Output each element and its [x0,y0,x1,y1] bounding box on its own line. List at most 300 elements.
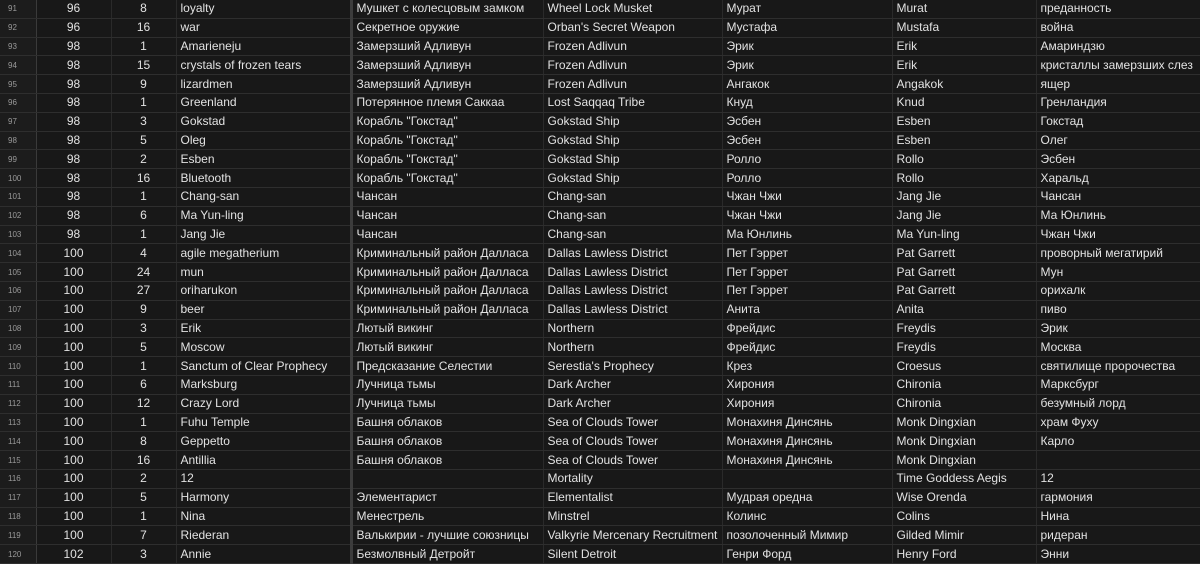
russian-term-cell[interactable]: Гренландия [1036,93,1200,112]
english-name-cell[interactable]: Knud [892,93,1036,112]
russian-term-cell[interactable]: Олег [1036,131,1200,150]
row-number: 113 [0,413,36,432]
english-title-cell[interactable]: Elementalist [543,488,722,507]
level-cell[interactable]: 98 [36,93,111,112]
english-term-cell[interactable]: 12 [176,469,351,488]
english-title-cell[interactable]: Dallas Lawless District [543,281,722,300]
russian-term-cell[interactable]: пиво [1036,300,1200,319]
russian-name-cell[interactable]: Кнуд [722,93,892,112]
level-cell[interactable]: 100 [36,394,111,413]
russian-name-cell[interactable]: Чжан Чжи [722,206,892,225]
english-title-cell[interactable]: Gokstad Ship [543,169,722,188]
russian-title-cell[interactable]: Криминальный район Далласа [351,244,543,263]
row-number: 112 [0,394,36,413]
english-term-cell[interactable]: Chang-san [176,187,351,206]
russian-title-cell[interactable]: Замерзший Адливун [351,75,543,94]
russian-name-cell[interactable]: Чжан Чжи [722,187,892,206]
level-cell[interactable]: 100 [36,413,111,432]
english-title-cell[interactable]: Minstrel [543,507,722,526]
count-cell[interactable]: 9 [111,75,176,94]
table-row [0,112,1200,131]
row-number: 95 [0,75,36,94]
russian-name-cell[interactable]: Пет Гэррет [722,263,892,282]
english-name-cell[interactable]: Chironia [892,394,1036,413]
russian-term-cell[interactable]: Нина [1036,507,1200,526]
table-row [0,187,1200,206]
english-title-cell[interactable]: Dallas Lawless District [543,244,722,263]
russian-term-cell[interactable]: ридеран [1036,526,1200,545]
english-name-cell[interactable]: Croesus [892,357,1036,376]
english-name-cell[interactable]: Wise Orenda [892,488,1036,507]
count-cell[interactable]: 4 [111,244,176,263]
russian-name-cell[interactable]: позолоченный Мимир [722,526,892,545]
level-cell[interactable]: 102 [36,545,111,564]
english-title-cell[interactable]: Frozen Adlivun [543,56,722,75]
english-term-cell[interactable]: Harmony [176,488,351,507]
russian-name-cell[interactable] [722,469,892,488]
count-cell[interactable]: 12 [111,394,176,413]
english-title-cell[interactable]: Sea of Clouds Tower [543,451,722,470]
russian-title-cell[interactable]: Замерзший Адливун [351,37,543,56]
english-name-cell[interactable]: Angakok [892,75,1036,94]
english-name-cell[interactable]: Henry Ford [892,545,1036,564]
english-title-cell[interactable]: Dallas Lawless District [543,300,722,319]
table-row [0,545,1200,564]
russian-term-cell[interactable]: Энни [1036,545,1200,564]
russian-term-cell[interactable]: святилище пророчества [1036,357,1200,376]
russian-name-cell[interactable]: Эсбен [722,112,892,131]
table-row [0,451,1200,470]
english-term-cell[interactable]: Erik [176,319,351,338]
level-cell[interactable]: 100 [36,375,111,394]
russian-name-cell[interactable]: Хирония [722,394,892,413]
russian-title-cell[interactable]: Корабль "Гокстад" [351,169,543,188]
english-name-cell[interactable]: Jang Jie [892,187,1036,206]
english-title-cell[interactable]: Frozen Adlivun [543,37,722,56]
english-title-cell[interactable]: Orban's Secret Weapon [543,18,722,37]
russian-name-cell[interactable]: Крез [722,357,892,376]
russian-title-cell[interactable]: Чансан [351,225,543,244]
russian-term-cell[interactable]: война [1036,18,1200,37]
level-cell[interactable]: 98 [36,37,111,56]
table-row [0,338,1200,357]
count-cell[interactable]: 1 [111,225,176,244]
count-cell[interactable]: 27 [111,281,176,300]
english-name-cell[interactable]: Monk Dingxian [892,451,1036,470]
count-cell[interactable]: 16 [111,18,176,37]
row-number: 100 [0,169,36,188]
table-row [0,394,1200,413]
russian-term-cell[interactable]: Чжан Чжи [1036,225,1200,244]
level-cell[interactable]: 96 [36,18,111,37]
english-title-cell[interactable]: Gokstad Ship [543,131,722,150]
english-term-cell[interactable]: Sanctum of Clear Prophecy [176,357,351,376]
english-name-cell[interactable]: Mustafa [892,18,1036,37]
table-row [0,244,1200,263]
count-cell[interactable]: 1 [111,357,176,376]
count-cell[interactable]: 2 [111,469,176,488]
table-row [0,300,1200,319]
level-cell[interactable]: 100 [36,432,111,451]
russian-title-cell[interactable]: Замерзший Адливун [351,56,543,75]
level-cell[interactable]: 100 [36,526,111,545]
english-name-cell[interactable]: Monk Dingxian [892,432,1036,451]
russian-term-cell[interactable]: Эсбен [1036,150,1200,169]
english-title-cell[interactable]: Silent Detroit [543,545,722,564]
level-cell[interactable]: 100 [36,319,111,338]
russian-term-cell[interactable]: преданность [1036,0,1200,18]
russian-term-cell[interactable]: 12 [1036,469,1200,488]
count-cell[interactable]: 8 [111,432,176,451]
level-cell[interactable]: 100 [36,357,111,376]
russian-name-cell[interactable]: Ролло [722,150,892,169]
russian-name-cell[interactable]: Мустафа [722,18,892,37]
russian-title-cell[interactable]: Лучница тьмы [351,394,543,413]
level-cell[interactable]: 98 [36,225,111,244]
russian-name-cell[interactable]: Колинс [722,507,892,526]
count-cell[interactable]: 1 [111,93,176,112]
english-title-cell[interactable]: Gokstad Ship [543,112,722,131]
count-cell[interactable]: 1 [111,413,176,432]
russian-term-cell[interactable]: безумный лорд [1036,394,1200,413]
count-cell[interactable]: 9 [111,300,176,319]
english-title-cell[interactable]: Chang-san [543,187,722,206]
russian-name-cell[interactable]: Пет Гэррет [722,281,892,300]
row-number: 119 [0,526,36,545]
english-term-cell[interactable]: Fuhu Temple [176,413,351,432]
english-name-cell[interactable]: Erik [892,56,1036,75]
row-number: 103 [0,225,36,244]
table-row [0,488,1200,507]
russian-name-cell[interactable]: Эсбен [722,131,892,150]
level-cell[interactable]: 100 [36,507,111,526]
russian-term-cell[interactable]: ящер [1036,75,1200,94]
russian-term-cell[interactable]: Чансан [1036,187,1200,206]
row-number: 99 [0,150,36,169]
english-name-cell[interactable]: Anita [892,300,1036,319]
level-cell[interactable]: 100 [36,338,111,357]
english-title-cell[interactable]: Dallas Lawless District [543,263,722,282]
table-row [0,93,1200,112]
russian-name-cell[interactable]: Ма Юнлинь [722,225,892,244]
russian-title-cell[interactable]: Предсказание Селестии [351,357,543,376]
russian-name-cell[interactable]: Хирония [722,375,892,394]
row-number: 96 [0,93,36,112]
count-cell[interactable]: 3 [111,545,176,564]
english-term-cell[interactable]: beer [176,300,351,319]
count-cell[interactable]: 3 [111,112,176,131]
count-cell[interactable]: 24 [111,263,176,282]
english-term-cell[interactable]: war [176,18,351,37]
english-title-cell[interactable]: Dark Archer [543,394,722,413]
russian-term-cell[interactable]: Марксбург [1036,375,1200,394]
row-number: 92 [0,18,36,37]
english-term-cell[interactable]: Antillia [176,451,351,470]
english-term-cell[interactable]: Jang Jie [176,225,351,244]
english-title-cell[interactable]: Chang-san [543,206,722,225]
russian-title-cell[interactable]: Потерянное племя Саккаа [351,93,543,112]
russian-title-cell[interactable]: Секретное оружие [351,18,543,37]
english-title-cell[interactable]: Dark Archer [543,375,722,394]
row-number: 101 [0,187,36,206]
russian-term-cell[interactable]: Амариндзю [1036,37,1200,56]
russian-term-cell[interactable] [1036,451,1200,470]
russian-name-cell[interactable]: Мудрая оредна [722,488,892,507]
english-term-cell[interactable]: Geppetto [176,432,351,451]
row-number: 94 [0,56,36,75]
russian-term-cell[interactable]: орихалк [1036,281,1200,300]
row-number: 91 [0,0,36,18]
russian-name-cell[interactable]: Пет Гэррет [722,244,892,263]
russian-title-cell[interactable]: Башня облаков [351,413,543,432]
english-name-cell[interactable]: Colins [892,507,1036,526]
russian-term-cell[interactable]: Эрик [1036,319,1200,338]
russian-term-cell[interactable]: Гокстад [1036,112,1200,131]
english-term-cell[interactable]: Marksburg [176,375,351,394]
table-row [0,131,1200,150]
english-term-cell[interactable]: mun [176,263,351,282]
english-term-cell[interactable]: lizardmen [176,75,351,94]
english-term-cell[interactable]: loyalty [176,0,351,18]
level-cell[interactable]: 100 [36,469,111,488]
table-row [0,206,1200,225]
table-row [0,18,1200,37]
english-title-cell[interactable]: Sea of Clouds Tower [543,413,722,432]
english-title-cell[interactable]: Northern [543,319,722,338]
table-row [0,75,1200,94]
russian-title-cell[interactable]: Лучница тьмы [351,375,543,394]
russian-term-cell[interactable]: гармония [1036,488,1200,507]
english-name-cell[interactable]: Monk Dingxian [892,413,1036,432]
english-term-cell[interactable]: Nina [176,507,351,526]
english-term-cell[interactable]: crystals of frozen tears [176,56,351,75]
english-title-cell[interactable]: Valkyrie Mercenary Recruitment [543,526,722,545]
russian-term-cell[interactable]: храм Фуху [1036,413,1200,432]
russian-name-cell[interactable]: Генри Форд [722,545,892,564]
table-row [0,0,1200,18]
russian-title-cell[interactable]: Криминальный район Далласа [351,263,543,282]
row-number: 108 [0,319,36,338]
count-cell[interactable]: 6 [111,375,176,394]
russian-name-cell[interactable]: Монахиня Динсянь [722,451,892,470]
russian-title-cell[interactable]: Лютый викинг [351,338,543,357]
english-name-cell[interactable]: Time Goddess Aegis [892,469,1036,488]
row-number: 104 [0,244,36,263]
row-number: 98 [0,131,36,150]
english-term-cell[interactable]: Ma Yun-ling [176,206,351,225]
level-cell[interactable]: 100 [36,488,111,507]
russian-title-cell[interactable]: Безмолвный Детройт [351,545,543,564]
level-cell[interactable]: 100 [36,451,111,470]
row-number: 110 [0,357,36,376]
row-number: 118 [0,507,36,526]
russian-name-cell[interactable]: Эрик [722,37,892,56]
russian-title-cell[interactable] [351,469,543,488]
table-row [0,375,1200,394]
table-row [0,432,1200,451]
table-row [0,357,1200,376]
english-name-cell[interactable]: Pat Garrett [892,263,1036,282]
russian-title-cell[interactable]: Корабль "Гокстад" [351,112,543,131]
table-row [0,37,1200,56]
count-cell[interactable]: 3 [111,319,176,338]
table-row [0,263,1200,282]
russian-term-cell[interactable]: Карло [1036,432,1200,451]
russian-title-cell[interactable]: Башня облаков [351,432,543,451]
table-row [0,507,1200,526]
russian-name-cell[interactable]: Ролло [722,169,892,188]
english-name-cell[interactable]: Freydis [892,319,1036,338]
english-term-cell[interactable]: Esben [176,150,351,169]
english-name-cell[interactable]: Ma Yun-ling [892,225,1036,244]
english-title-cell[interactable]: Lost Saqqaq Tribe [543,93,722,112]
count-cell[interactable]: 15 [111,56,176,75]
english-name-cell[interactable]: Pat Garrett [892,244,1036,263]
count-cell[interactable]: 2 [111,150,176,169]
english-title-cell[interactable]: Gokstad Ship [543,150,722,169]
count-cell[interactable]: 5 [111,488,176,507]
english-name-cell[interactable]: Rollo [892,150,1036,169]
russian-name-cell[interactable]: Фрейдис [722,338,892,357]
level-cell[interactable]: 100 [36,281,111,300]
english-term-cell[interactable]: Moscow [176,338,351,357]
russian-term-cell[interactable]: Москва [1036,338,1200,357]
count-cell[interactable]: 8 [111,0,176,18]
english-title-cell[interactable]: Northern [543,338,722,357]
english-name-cell[interactable]: Rollo [892,169,1036,188]
english-title-cell[interactable]: Serestia's Prophecy [543,357,722,376]
row-number: 109 [0,338,36,357]
english-title-cell[interactable]: Sea of Clouds Tower [543,432,722,451]
level-cell[interactable]: 98 [36,169,111,188]
russian-name-cell[interactable]: Монахиня Динсянь [722,413,892,432]
english-title-cell[interactable]: Mortality [543,469,722,488]
russian-title-cell[interactable]: Корабль "Гокстад" [351,131,543,150]
english-name-cell[interactable]: Esben [892,112,1036,131]
english-term-cell[interactable]: Oleg [176,131,351,150]
english-title-cell[interactable]: Wheel Lock Musket [543,0,722,18]
russian-title-cell[interactable]: Криминальный район Далласа [351,300,543,319]
row-number: 102 [0,206,36,225]
english-term-cell[interactable]: Riederan [176,526,351,545]
english-name-cell[interactable]: Gilded Mimir [892,526,1036,545]
english-name-cell[interactable]: Erik [892,37,1036,56]
english-name-cell[interactable]: Murat [892,0,1036,18]
russian-name-cell[interactable]: Ангакок [722,75,892,94]
english-term-cell[interactable]: Greenland [176,93,351,112]
table-row [0,319,1200,338]
table-row [0,413,1200,432]
count-cell[interactable]: 5 [111,131,176,150]
count-cell[interactable]: 5 [111,338,176,357]
table-row [0,526,1200,545]
russian-title-cell[interactable]: Корабль "Гокстад" [351,150,543,169]
russian-term-cell[interactable]: Харальд [1036,169,1200,188]
russian-title-cell[interactable]: Чансан [351,206,543,225]
table-row [0,469,1200,488]
russian-title-cell[interactable]: Менестрель [351,507,543,526]
row-number: 93 [0,37,36,56]
russian-name-cell[interactable]: Эрик [722,56,892,75]
russian-term-cell[interactable]: Ма Юнлинь [1036,206,1200,225]
level-cell[interactable]: 98 [36,112,111,131]
english-name-cell[interactable]: Pat Garrett [892,281,1036,300]
table-row [0,225,1200,244]
english-title-cell[interactable]: Frozen Adlivun [543,75,722,94]
english-name-cell[interactable]: Esben [892,131,1036,150]
russian-name-cell[interactable]: Анита [722,300,892,319]
english-term-cell[interactable]: Amarieneju [176,37,351,56]
russian-title-cell[interactable]: Чансан [351,187,543,206]
row-number: 105 [0,263,36,282]
count-cell[interactable]: 16 [111,169,176,188]
count-cell[interactable]: 1 [111,507,176,526]
row-number: 115 [0,451,36,470]
russian-term-cell[interactable]: проворный мегатирий [1036,244,1200,263]
level-cell[interactable]: 96 [36,0,111,18]
english-term-cell[interactable]: Annie [176,545,351,564]
russian-title-cell[interactable]: Башня облаков [351,451,543,470]
russian-name-cell[interactable]: Фрейдис [722,319,892,338]
level-cell[interactable]: 98 [36,206,111,225]
level-cell[interactable]: 98 [36,56,111,75]
level-cell[interactable]: 98 [36,131,111,150]
row-number: 120 [0,545,36,564]
english-term-cell[interactable]: agile megatherium [176,244,351,263]
level-cell[interactable]: 100 [36,300,111,319]
table-row [0,281,1200,300]
row-number: 107 [0,300,36,319]
english-title-cell[interactable]: Chang-san [543,225,722,244]
english-term-cell[interactable]: oriharukon [176,281,351,300]
english-name-cell[interactable]: Chironia [892,375,1036,394]
level-cell[interactable]: 98 [36,187,111,206]
russian-name-cell[interactable]: Мурат [722,0,892,18]
row-number: 97 [0,112,36,131]
row-number: 111 [0,375,36,394]
row-number: 117 [0,488,36,507]
russian-title-cell[interactable]: Валькирии - лучшие союзницы [351,526,543,545]
level-cell[interactable]: 100 [36,263,111,282]
row-number: 106 [0,281,36,300]
level-cell[interactable]: 98 [36,150,111,169]
russian-term-cell[interactable]: Мун [1036,263,1200,282]
russian-title-cell[interactable]: Элементарист [351,488,543,507]
russian-title-cell[interactable]: Криминальный район Далласа [351,281,543,300]
table-row [0,56,1200,75]
level-cell[interactable]: 98 [36,75,111,94]
row-number: 116 [0,469,36,488]
english-term-cell[interactable]: Crazy Lord [176,394,351,413]
english-name-cell[interactable]: Jang Jie [892,206,1036,225]
russian-name-cell[interactable]: Монахиня Динсянь [722,432,892,451]
russian-term-cell[interactable]: кристаллы замерзших слез [1036,56,1200,75]
count-cell[interactable]: 16 [111,451,176,470]
english-name-cell[interactable]: Freydis [892,338,1036,357]
english-term-cell[interactable]: Bluetooth [176,169,351,188]
count-cell[interactable]: 1 [111,37,176,56]
table-row [0,150,1200,169]
russian-title-cell[interactable]: Лютый викинг [351,319,543,338]
count-cell[interactable]: 6 [111,206,176,225]
table-row [0,169,1200,188]
count-cell[interactable]: 1 [111,187,176,206]
count-cell[interactable]: 7 [111,526,176,545]
russian-title-cell[interactable]: Мушкет с колесцовым замком [351,0,543,18]
english-term-cell[interactable]: Gokstad [176,112,351,131]
level-cell[interactable]: 100 [36,244,111,263]
row-number: 114 [0,432,36,451]
